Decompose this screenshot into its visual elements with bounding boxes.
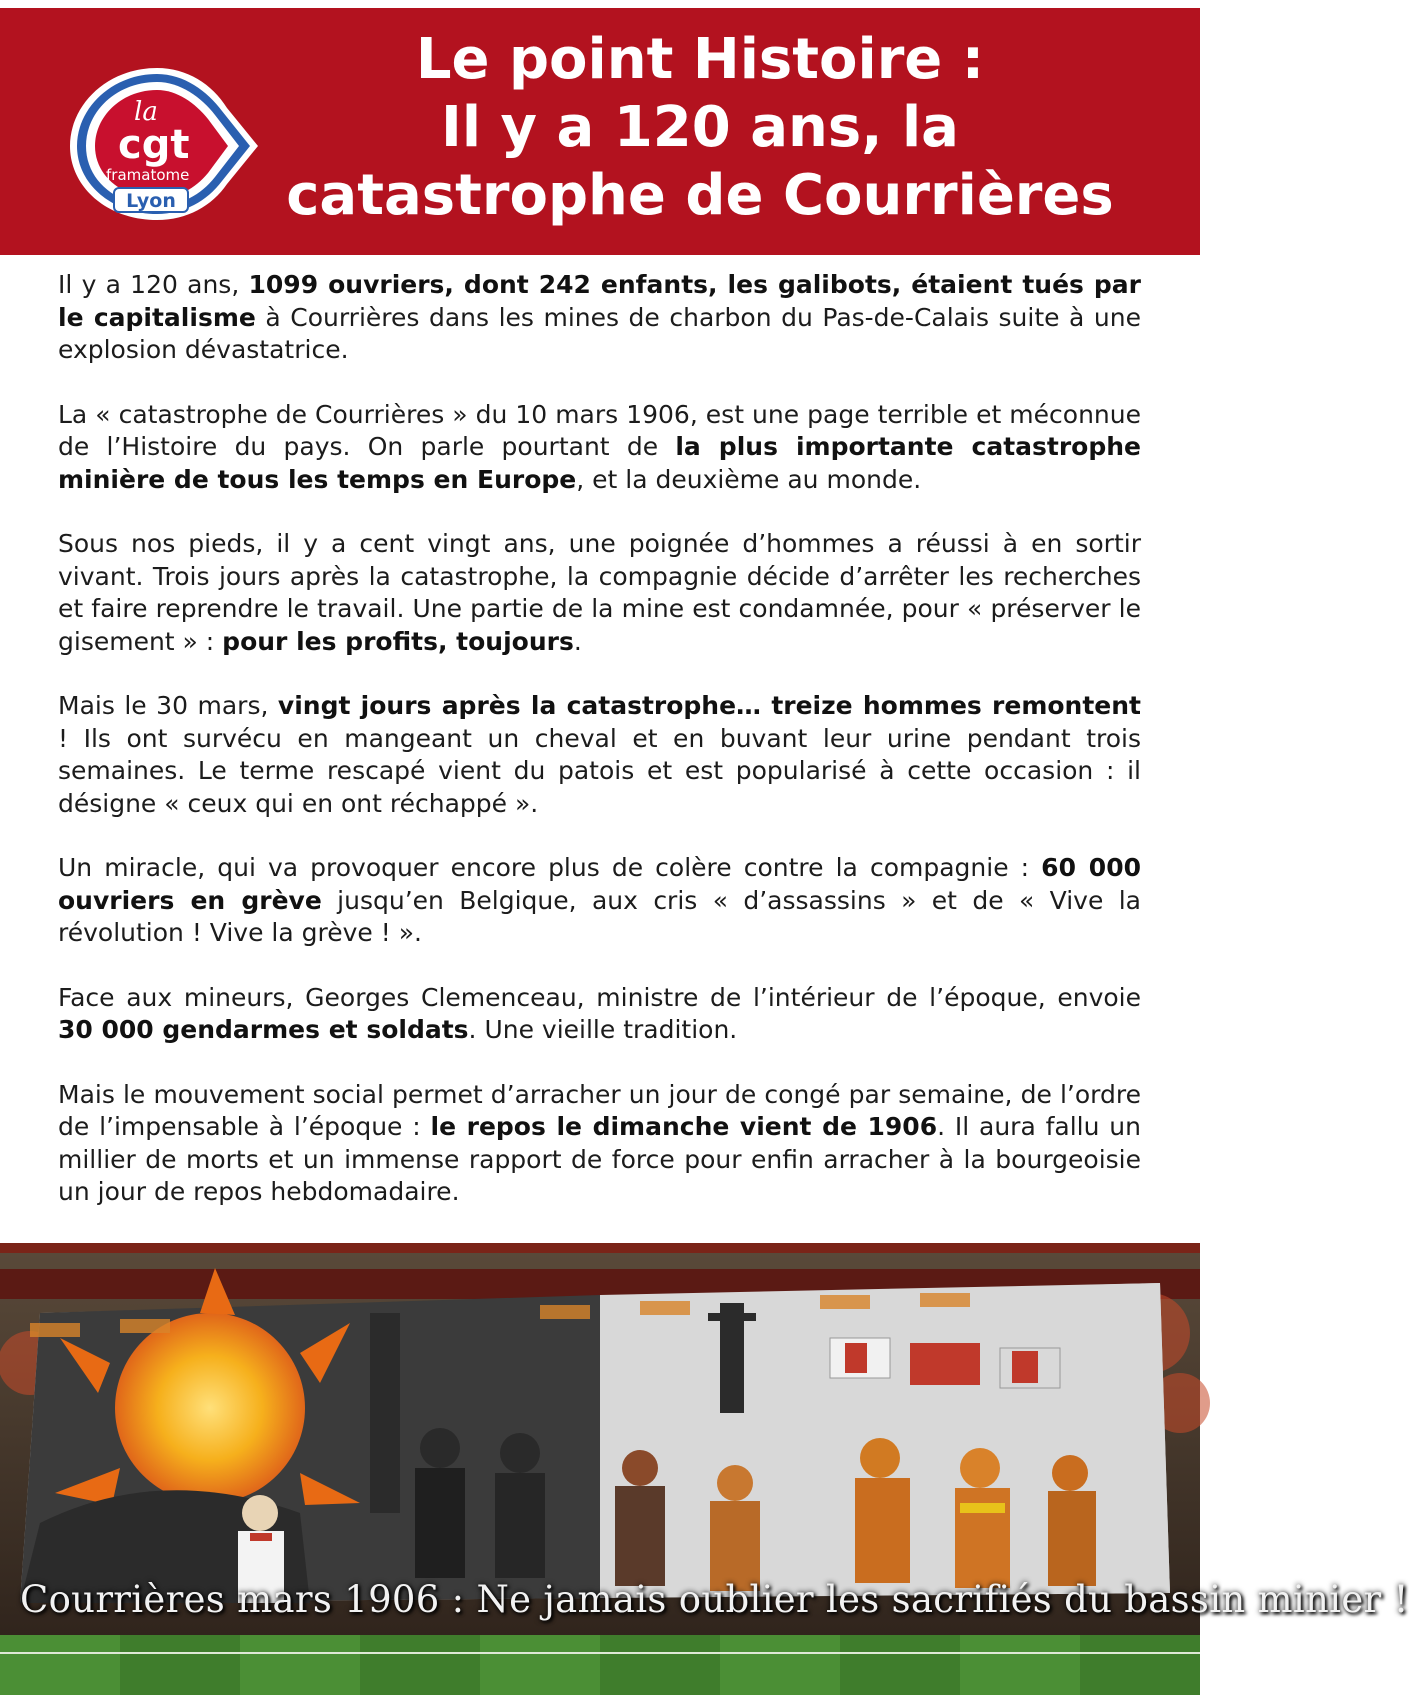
text-run: ! Ils ont survécu en mangeant un cheval et en buvant leur urine pendant trois semaines. Le terme rescapé vient du patois et est popularisé à cette occasion : il désigne « ceux qui en ont réchappé ».: [58, 723, 1141, 818]
article-paragraph: [58, 1079, 1141, 1209]
text-run: . Une vieille tradition.: [468, 1015, 738, 1044]
text-run: Sous nos pieds, il y a cent vingt ans, une poignée d’hommes a réussi à en sortir vivant. Trois jours après la catastrophe, la compagnie décide d’arrêter les recherches et faire reprendre le travail. Une partie de la mine est condamnée, pour « préserver le gisement » :: [58, 529, 1141, 656]
text-run: . Il aura fallu un millier de morts et un immense rapport de force pour enfin arracher à la bourgeoisie un jour de repos hebdomadaire.: [58, 1112, 1141, 1206]
text-run: à Courrières dans les mines de charbon du Pas-de-Calais suite à une explosion dévastatrice.: [58, 302, 1141, 364]
logo-cgt-text: cgt: [118, 122, 190, 168]
title-line-1: Le point Histoire :: [415, 27, 985, 92]
text-run: Mais le mouvement social permet d’arracher un jour de congé par semaine, de l’ordre de l’impensable à l’époque :: [58, 1079, 1141, 1141]
text-run: La « catastrophe de Courrières » du 10 mars 1906, est une page terrible et méconnue de l’Histoire du pays. On parle pourtant de: [58, 399, 1141, 461]
bold-emphasis: 1099 ouvriers, dont 242 enfants, les galibots, étaient tués par le capitalisme: [58, 270, 1141, 332]
text-run: Mais le 30 mars,: [58, 691, 278, 720]
article-paragraph: [58, 399, 1141, 497]
page-title: [230, 26, 1170, 230]
title-line-2: Il y a 120 ans, la: [441, 95, 959, 160]
title-line-3: catastrophe de Courrières: [286, 163, 1114, 228]
sun-illustration: [115, 1313, 305, 1503]
text-run: Face aux mineurs, Georges Clemenceau, ministre de l’intérieur de l’époque, envoie: [58, 982, 1141, 1012]
logo-lyon-text: Lyon: [126, 190, 176, 212]
article-paragraph: [58, 982, 1141, 1047]
article-paragraph: [58, 852, 1141, 950]
photo-caption: Courrières mars 1906 : Ne jamais oublier les sacrifiés du bassin minier !: [20, 1578, 1409, 1621]
stadium-tifo-photo: [0, 1243, 1409, 1695]
logo-la-text: la: [134, 97, 158, 127]
bold-emphasis: 60 000 ouvriers en grève: [58, 853, 1141, 915]
bold-emphasis: pour les profits, toujours: [222, 626, 574, 656]
text-run: Un miracle, qui va provoquer encore plus de colère contre la compagnie :: [58, 853, 1042, 882]
bold-emphasis: vingt jours après la catastrophe… treize hommes remontent: [277, 691, 1142, 720]
article-paragraph: [58, 690, 1141, 820]
article-body: [58, 269, 1141, 1241]
bold-emphasis: 30 000 gendarmes et soldats: [58, 1015, 469, 1044]
bold-emphasis: la plus importante catastrophe minière de tous les temps en Europe: [58, 432, 1141, 494]
text-run: , et la deuxième au monde.: [576, 464, 922, 494]
header-banner: [0, 8, 1200, 255]
article-paragraph: [58, 269, 1141, 367]
bold-emphasis: le repos le dimanche vient de 1906: [430, 1112, 938, 1141]
article-paragraph: [58, 528, 1141, 658]
text-run: .: [573, 626, 582, 656]
text-run: Il y a 120 ans,: [58, 270, 249, 299]
text-run: jusqu’en Belgique, aux cris « d’assassins » et de « Vive la révolution ! Vive la grève ! ».: [58, 885, 1141, 947]
logo-framatome-text: framatome: [106, 166, 190, 184]
